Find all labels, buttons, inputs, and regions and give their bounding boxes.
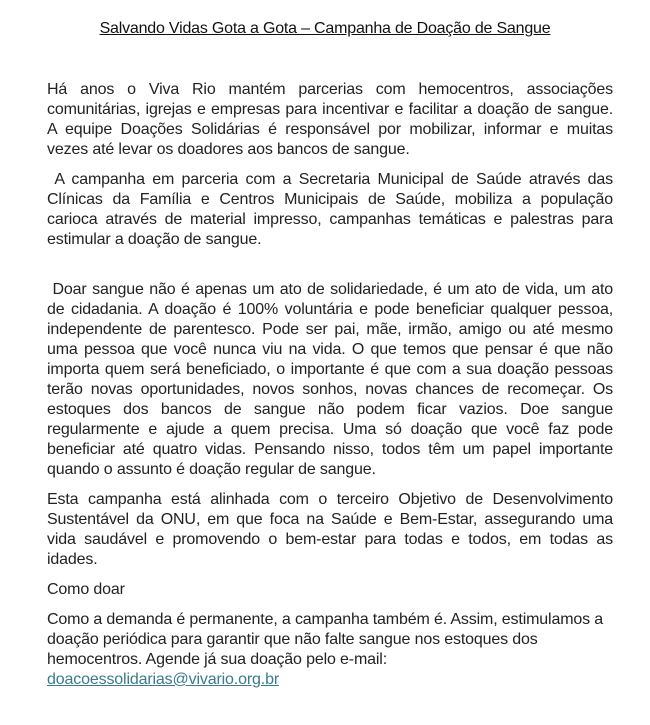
paragraph-donate-blood: Doar sangue não é apenas um ato de solidariedade, é um ato de vida, um ato de cidadania. A doação é 100% voluntária e pode beneficiar qualquer pessoa, independente de parentesco. Pode ser pai, mãe, irmão, amigo ou até mesmo uma pessoa que você nunca viu na vida. O que temos que pensar é que não importa quem será beneficiado, o importante é que com a sua doação pessoas terão novas oportunidades, novos sonhos, novas chances de recomeçar. Os estoques dos bancos de sangue não podem ficar vazios. Doe sangue regularmente e ajude a quem precisa. Uma só doação que você faz pode beneficiar até quatro vidas. Pensando nisso, todos têm um papel importante quando o assunto é doação regular de sangue. bbox=[47, 281, 618, 478]
email-link[interactable]: doacoessolidarias@vivario.org.br bbox=[47, 671, 279, 688]
page-title: Salvando Vidas Gota a Gota – Campanha de Doação de Sangue bbox=[99, 20, 551, 37]
section-heading-como-doar: Como doar bbox=[47, 581, 125, 598]
paragraph-campaign: A campanha em parceria com a Secretaria Municipal de Saúde através das Clínicas da Família e Centros Municipais de Saúde, mobiliza a população carioca através de material impresso, campanhas temáticas e palestras para estimular a doação de sangue. bbox=[47, 171, 618, 248]
paragraph-how-to-donate bbox=[47, 610, 613, 690]
how-to-donate-text: Como a demanda é permanente, a campanha também é. Assim, estimulamos a doação periódica para garantir que não falte sangue nos estoques dos hemocentros. Agende já sua doação pelo e-mail: bbox=[47, 611, 608, 668]
paragraph-ods: Esta campanha está alinhada com o terceiro Objetivo de Desenvolvimento Sustentável da ONU, em que foca na Saúde e Bem-Estar, assegurando uma vida saudável e promovendo o bem-estar para todas e todos, em todas as idades. bbox=[47, 491, 618, 568]
document-body bbox=[47, 80, 618, 690]
paragraph-intro: Há anos o Viva Rio mantém parcerias com hemocentros, associações comunitárias, igrejas e empresas para incentivar e facilitar a doação de sangue. A equipe Doações Solidárias é responsável por mobilizar, informar e muitas vezes até levar os doadores aos bancos de sangue. bbox=[47, 81, 618, 158]
